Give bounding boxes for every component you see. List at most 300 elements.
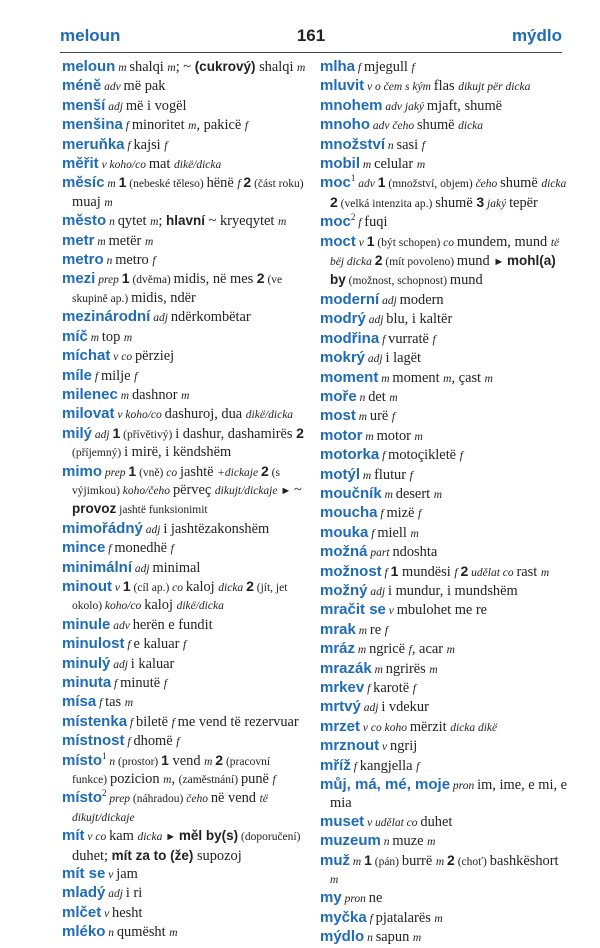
translation-text: duhet [420, 813, 453, 830]
dictionary-entry [320, 718, 570, 737]
grammar-label: m [414, 430, 423, 443]
headword: možnost [320, 562, 382, 580]
translation-text: përveç [172, 481, 215, 498]
translation-text: i kaluar [130, 655, 175, 672]
grammar-label: f [355, 62, 364, 74]
grammar-label: adj [142, 523, 164, 536]
grammar-label: m [389, 391, 398, 404]
headword: minulost [62, 635, 125, 653]
translation-text: kam [109, 828, 138, 845]
headword: mít [62, 827, 85, 845]
grammar-label: f [105, 543, 115, 556]
dictionary-entry [62, 308, 308, 327]
dictionary-entry [320, 640, 570, 659]
grammar-label: f [409, 469, 413, 482]
headword: mísa [62, 693, 97, 711]
translation-text: kangjella [359, 757, 417, 774]
grammar-label: m [434, 912, 443, 925]
headword: mříž [320, 756, 351, 774]
translation-text: i ri [125, 885, 143, 902]
dictionary-entry [62, 97, 308, 116]
grammar-label: adj [105, 888, 126, 901]
dictionary-entry [320, 427, 570, 446]
headword: mýdlo [320, 928, 365, 946]
dictionary-entry [62, 884, 308, 903]
grammar-label: m [355, 411, 370, 424]
sense-number: 2 [447, 851, 455, 868]
dictionary-entry [62, 212, 308, 231]
headword: meloun [62, 58, 116, 75]
sense-number: 2 [330, 193, 338, 210]
dictionary-entry [320, 563, 570, 582]
grammar-label: adv [355, 178, 378, 191]
grammar-label: n [106, 216, 118, 229]
grammar-label: f [124, 139, 134, 152]
translation-text: mund [449, 272, 483, 289]
grammar-label: adv [110, 619, 133, 632]
grammar-label: f [171, 716, 178, 729]
grammar-label: f [381, 566, 391, 579]
dictionary-entry [320, 852, 570, 890]
grammar-label: n [105, 927, 117, 940]
dictionary-entry [62, 251, 308, 270]
headword: mezinárodní [62, 308, 151, 326]
usage-note: (pán) [371, 855, 402, 868]
grammar-label: co [172, 581, 186, 594]
grammar-label: m [124, 697, 134, 710]
translation-text: muaj [72, 193, 105, 210]
headword: minimální [62, 558, 133, 576]
grammar-label: f [122, 120, 132, 133]
headword: místo [62, 789, 103, 807]
grammar-label: f [272, 774, 276, 787]
dictionary-entry [62, 232, 308, 251]
phrase: mít za to (že) [111, 847, 194, 863]
grammar-label: m [167, 62, 176, 74]
grammar-label: m [115, 62, 130, 74]
phrase: mohl(a) by [330, 253, 556, 288]
translation-text: shumë [416, 117, 459, 134]
dictionary-entry [62, 270, 308, 308]
translation-text: ne [368, 890, 383, 907]
translation-text: motor [376, 427, 415, 444]
translation-text: pjatalarës [375, 909, 435, 926]
right-column [320, 58, 570, 948]
usage-note: (velká intenzita ap.) [337, 197, 436, 210]
translation-text: metro [115, 252, 153, 269]
translation-text: top [101, 328, 124, 345]
grammar-label: v koho/co [98, 159, 149, 172]
homograph-number: 1 [350, 173, 356, 184]
grammar-label: adv čeho [370, 120, 417, 133]
headword: my [320, 889, 342, 907]
grammar-label: m [484, 372, 493, 385]
translation-text: celular [374, 156, 417, 173]
dictionary-entry [320, 757, 570, 776]
translation-text: i jashtëzakonshëm [163, 520, 270, 537]
phrase: provoz [72, 501, 117, 517]
grammar-label: dikë/dicka [245, 409, 294, 422]
headword: mrzet [320, 717, 361, 735]
grammar-label: adj [150, 312, 171, 325]
dictionary-entry [62, 347, 308, 366]
grammar-label: dicka [458, 120, 484, 133]
headword: míchat [62, 347, 111, 365]
grammar-label: n [106, 755, 119, 768]
sense-number: 2 [374, 252, 383, 269]
grammar-label: f [364, 683, 374, 695]
first-headword: meloun [60, 26, 121, 45]
usage-note: (pracovní funkce) [72, 755, 271, 787]
translation-text: ngrirës [385, 660, 430, 677]
headword: mlčet [62, 903, 102, 921]
translation-text: i mirë, i këndshëm [124, 444, 232, 461]
dictionary-entry [320, 349, 570, 368]
grammar-label: prep [102, 466, 129, 479]
dictionary-entry [62, 578, 308, 616]
translation-text: jam [116, 866, 138, 883]
grammar-label: v [385, 605, 397, 618]
translation-text: monedhë [114, 540, 171, 557]
sense-number: 1 [118, 174, 127, 191]
grammar-label: të dikujt/dickaje [72, 793, 268, 824]
translation-text: burrë [401, 852, 436, 869]
grammar-label: prep [106, 793, 133, 806]
translation-text: hesht [112, 904, 143, 921]
homograph-number: 2 [350, 212, 356, 223]
headword: můj, má, mé, moje [320, 776, 451, 794]
grammar-label: v [112, 581, 123, 594]
dictionary-entry [320, 136, 570, 155]
translation-text: e kaluar [133, 636, 183, 653]
grammar-label: adj [379, 294, 400, 307]
headword: místnost [62, 732, 125, 750]
grammar-label: f [170, 543, 174, 556]
translation-text: mundem, mund [456, 233, 551, 250]
grammar-label: f [134, 370, 138, 383]
translation-text: , [171, 771, 179, 788]
translation-text: , pakicë [196, 117, 245, 134]
translation-text: ~ kryeqytet [205, 213, 278, 230]
grammar-label: v [101, 907, 113, 920]
dictionary-entry [320, 737, 570, 756]
translation-text: pozicion [110, 771, 164, 788]
grammar-label: adj [367, 585, 388, 598]
dictionary-entry [62, 827, 308, 865]
grammar-label: m [412, 932, 422, 945]
headword: množství [320, 135, 386, 153]
grammar-label: f [379, 333, 389, 346]
usage-note: (množství, objem) [385, 178, 476, 191]
grammar-label: v co koho [360, 721, 410, 734]
translation-text: ndoshta [392, 544, 438, 561]
headword: mnoho [320, 116, 370, 134]
grammar-label: n [380, 836, 393, 849]
translation-text: shalqi [129, 59, 168, 75]
headword: mimořádný [62, 519, 143, 537]
dictionary-entry [62, 616, 308, 635]
grammar-label: dicka dikë [450, 721, 498, 734]
grammar-label: dikujt për dicka [458, 81, 531, 94]
grammar-label: m [123, 331, 133, 344]
translation-text: modern [399, 291, 444, 308]
dictionary-entry [320, 369, 570, 388]
dictionary-entry [62, 77, 308, 96]
translation-text: sapun [375, 929, 413, 946]
translation-text: minoritet [131, 117, 189, 134]
translation-text: dashnor [131, 386, 182, 403]
grammar-label: dicka [541, 178, 567, 191]
usage-note: jashtë funksionimit [116, 504, 208, 517]
grammar-label: m [446, 644, 455, 657]
translation-text: i lagët [385, 350, 422, 367]
usage-note: (zaměstnání) [178, 774, 241, 787]
usage-note: (s výjimkou) [72, 466, 280, 497]
headword: moc [320, 174, 351, 192]
headword: minulý [62, 654, 111, 672]
translation-text: mizë [386, 505, 419, 522]
headword: moc [320, 213, 351, 231]
grammar-label: m [144, 235, 154, 248]
grammar-label: të bëj dicka [330, 236, 560, 269]
sense-number: 3 [476, 193, 485, 210]
translation-text: biletë [136, 713, 172, 730]
headword: mračit se [320, 601, 386, 619]
grammar-label: v co [110, 351, 135, 364]
homograph-number: 2 [102, 788, 107, 799]
dictionary-entry [62, 732, 308, 751]
phrase-arrow: ► [280, 484, 294, 497]
grammar-label: m [150, 216, 159, 229]
translation-text: ~ [294, 481, 302, 498]
grammar-label: f [459, 450, 463, 463]
headword: mrkev [320, 679, 365, 696]
headword: možný [320, 581, 368, 599]
sense-number: 1 [121, 270, 130, 287]
translation-text: ngricë [369, 641, 409, 658]
sense-number: 2 [215, 751, 224, 768]
headword: měřit [62, 155, 99, 173]
grammar-label: m [443, 372, 452, 385]
sense-number: 2 [243, 174, 252, 191]
usage-note: (mít povoleno) [382, 256, 457, 269]
dictionary-entry [320, 77, 570, 96]
grammar-label: f [384, 624, 388, 637]
dictionary-entry [320, 601, 570, 620]
phrase: hlavní [165, 213, 205, 229]
grammar-label: dicka [218, 581, 247, 594]
grammar-label: f [111, 678, 121, 690]
dictionary-entry [62, 328, 308, 347]
grammar-label: co [443, 236, 457, 249]
translation-text: muze [392, 833, 428, 850]
sense-number: 2 [260, 462, 269, 479]
dictionary-entry [320, 174, 570, 213]
grammar-label: adj [360, 702, 382, 715]
sense-number: 1 [366, 232, 375, 249]
translation-text: ndërkombëtar [170, 309, 251, 326]
translation-text: midis, ndër [131, 289, 196, 306]
grammar-label: pron [341, 893, 369, 906]
dictionary-entry [320, 466, 570, 485]
dictionary-entry [320, 621, 570, 640]
grammar-label: f [408, 644, 412, 657]
dictionary-entry [320, 524, 570, 543]
dictionary-entry [62, 752, 308, 790]
grammar-label: n [364, 932, 376, 945]
headword: modrý [320, 310, 366, 328]
grammar-label: koho/čeho [122, 484, 173, 497]
dictionary-entry [320, 543, 570, 562]
grammar-label: m [94, 235, 109, 248]
dictionary-entry [320, 485, 570, 504]
dictionary-entry [62, 136, 308, 155]
usage-note: (vně) [136, 466, 167, 479]
grammar-label: f [127, 716, 136, 729]
dictionary-entry [320, 446, 570, 465]
dictionary-entry [320, 832, 570, 851]
headword: muž [320, 851, 350, 869]
headword: možná [320, 543, 368, 561]
usage-note: (ve skupině ap.) [72, 274, 283, 305]
translation-text: i dashur, dashamirës [175, 425, 297, 442]
translation-text: jashtë [179, 463, 218, 480]
translation-text: më i vogël [125, 97, 187, 114]
grammar-label: m [204, 755, 216, 768]
grammar-label: udělat co [468, 566, 517, 579]
translation-text: mundësi [398, 563, 455, 580]
headword: mimo [62, 462, 103, 480]
headword: motýl [320, 465, 361, 483]
grammar-label: prep [95, 274, 122, 287]
translation-text: blu, i kaltër [386, 311, 453, 328]
grammar-label: m [355, 644, 370, 657]
sense-number: 1 [122, 577, 131, 594]
translation-text: ; ~ [175, 59, 195, 75]
translation-text: tas [105, 694, 125, 711]
translation-text: minutë [120, 675, 164, 691]
grammar-label: dikë/dicka [174, 159, 222, 172]
dictionary-entry [320, 310, 570, 329]
sense-number: 2 [246, 577, 254, 594]
dictionary-entry [62, 559, 308, 578]
translation-text: sasi [396, 136, 422, 153]
grammar-label: f [183, 639, 187, 652]
phrase: (cukrový) [194, 59, 256, 74]
headword: minout [62, 577, 112, 595]
left-column [62, 58, 308, 943]
translation-text: mjegull [363, 59, 412, 75]
dictionary-entry [62, 520, 308, 539]
grammar-label: f [416, 760, 420, 773]
sense-number: 1 [364, 851, 372, 868]
headword: mráz [320, 640, 356, 658]
translation-text: flas [433, 78, 459, 95]
translation-text: moment [392, 369, 444, 386]
usage-note: (jít, jet okolo) [72, 581, 288, 613]
headword: mléko [62, 923, 106, 941]
grammar-label: f [379, 450, 389, 463]
header-rule [60, 52, 562, 53]
grammar-label: m [429, 663, 438, 676]
dictionary-entry [62, 713, 308, 732]
translation-text: minimal [152, 559, 201, 576]
headword: menší [62, 96, 106, 114]
grammar-label: f [176, 736, 180, 749]
phrase: měl by(s) [178, 828, 239, 844]
translation-text: punë [240, 771, 273, 788]
headword: moučník [320, 484, 382, 502]
translation-text: midis, në mes [173, 271, 257, 288]
grammar-label: m [360, 159, 375, 172]
grammar-label: co [166, 466, 180, 479]
dictionary-entry [320, 155, 570, 174]
grammar-label: adj [365, 353, 386, 366]
headword: moře [320, 387, 357, 405]
translation-text: flutur [374, 466, 410, 483]
dictionary-entry [320, 504, 570, 523]
translation-text: ngrij [390, 738, 418, 755]
dictionary-entry [320, 407, 570, 426]
usage-note: (být schopen) [374, 236, 444, 249]
headword: mrtvý [320, 698, 361, 716]
grammar-label: dikujt/dickaje [214, 484, 281, 497]
grammar-label: v o čem s kým [364, 81, 434, 94]
dictionary-entry [62, 923, 308, 942]
dictionary-entry [62, 116, 308, 135]
grammar-label: f [163, 678, 167, 690]
headword: mouka [320, 523, 369, 541]
headword: menšina [62, 116, 123, 134]
dictionary-entry [320, 388, 570, 407]
dictionary-entry [320, 909, 570, 928]
dictionary-entry [320, 330, 570, 349]
headword: mít se [62, 865, 106, 883]
translation-text: ; [158, 213, 166, 230]
dictionary-entry [62, 367, 308, 386]
dictionary-entry [320, 679, 570, 698]
headword: moucha [320, 504, 378, 522]
grammar-label: f [164, 139, 168, 152]
grammar-label: čeho [475, 178, 501, 191]
headword: milý [62, 424, 93, 442]
headword: moct [320, 232, 356, 250]
grammar-label: m [163, 774, 172, 787]
grammar-label: m [378, 372, 393, 385]
grammar-label: m [188, 120, 197, 133]
grammar-label: f [96, 697, 106, 710]
grammar-label: +dickaje [217, 466, 261, 479]
dictionary-entry [62, 155, 308, 174]
headword: mladý [62, 884, 106, 902]
translation-text: mjaft, shumë [426, 97, 503, 114]
translation-text: kajsi [133, 136, 165, 153]
headword: moment [320, 368, 379, 386]
headword: motor [320, 426, 363, 444]
grammar-label: adj [365, 314, 387, 327]
dictionary-entry [320, 291, 570, 310]
grammar-label: adv jaký [382, 100, 427, 113]
grammar-label: m [330, 874, 339, 887]
dictionary-entry [62, 425, 308, 463]
grammar-label: koho/co [104, 600, 145, 613]
grammar-label: f [124, 639, 134, 652]
headword: moderní [320, 290, 380, 308]
translation-text: re [369, 621, 385, 638]
translation-text: shalqi [255, 59, 298, 75]
grammar-label: f [421, 139, 425, 152]
dictionary-entry [62, 539, 308, 558]
